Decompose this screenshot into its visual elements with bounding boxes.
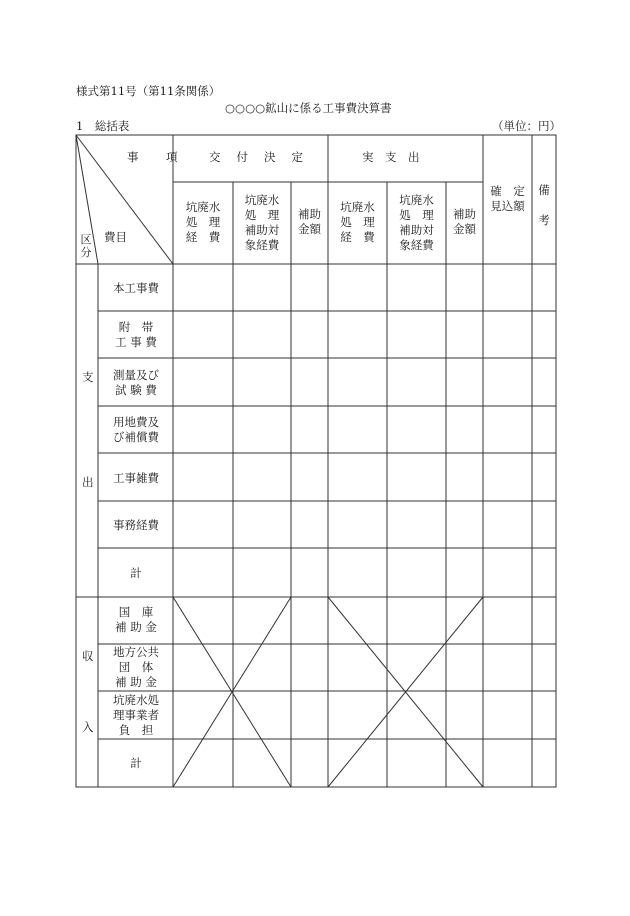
section-shunyu-char-1: 収	[82, 649, 94, 663]
header-himoku: 費目	[104, 230, 127, 244]
subheader-keihi-2: 坑廃水 処 理 経 費	[340, 200, 375, 244]
header-biko: 備 考	[538, 183, 550, 227]
row-label: 地方公共 団 体 補 助 金	[113, 645, 159, 689]
row-label: 計	[130, 756, 142, 770]
header-kakutei: 確 定 見込額	[490, 184, 525, 213]
row-label: 国 庫 補 助 金	[115, 605, 157, 634]
section-shishutsu-char-2: 出	[82, 475, 94, 489]
subheader-taisho-1: 坑廃水 処 理 補助対 象経費	[244, 193, 280, 252]
subheader-taisho-2: 坑廃水 処 理 補助対 象経費	[399, 193, 434, 252]
row-label: 測量及び 試 験 費	[113, 368, 159, 397]
row-label: 事務経費	[113, 518, 159, 532]
row-label: 附 帯 工 事 費	[115, 320, 157, 349]
header-jiko: 事 項	[127, 150, 186, 164]
row-label: 坑廃水処 理事業者 負 担	[113, 693, 159, 737]
subheader-hojokin-1: 補助 金額	[298, 207, 321, 236]
subheader-hojokin-2: 補助 金額	[453, 207, 476, 236]
document-title: ○○○○鉱山に係る工事費決算書	[225, 101, 392, 115]
subheader-keihi-1: 坑廃水 処 理 経 費	[185, 200, 221, 244]
header-kofu-kettei: 交付決定	[209, 150, 319, 164]
row-label: 工事雑費	[113, 471, 159, 485]
section-shishutsu-char-1: 支	[82, 370, 94, 384]
row-label: 計	[130, 566, 142, 580]
row-label: 本工事費	[113, 281, 159, 295]
unit-label: （単位：円）	[492, 119, 561, 133]
form-number: 様式第11号（第11条関係）	[76, 84, 221, 98]
row-label: 用地費及 び補償費	[113, 415, 159, 444]
header-jisshishutsu: 実 支 出	[362, 150, 420, 164]
section-shunyu-char-2: 入	[82, 720, 94, 734]
section-title: 1 総括表	[76, 119, 130, 133]
header-kubun: 区分	[80, 233, 92, 259]
